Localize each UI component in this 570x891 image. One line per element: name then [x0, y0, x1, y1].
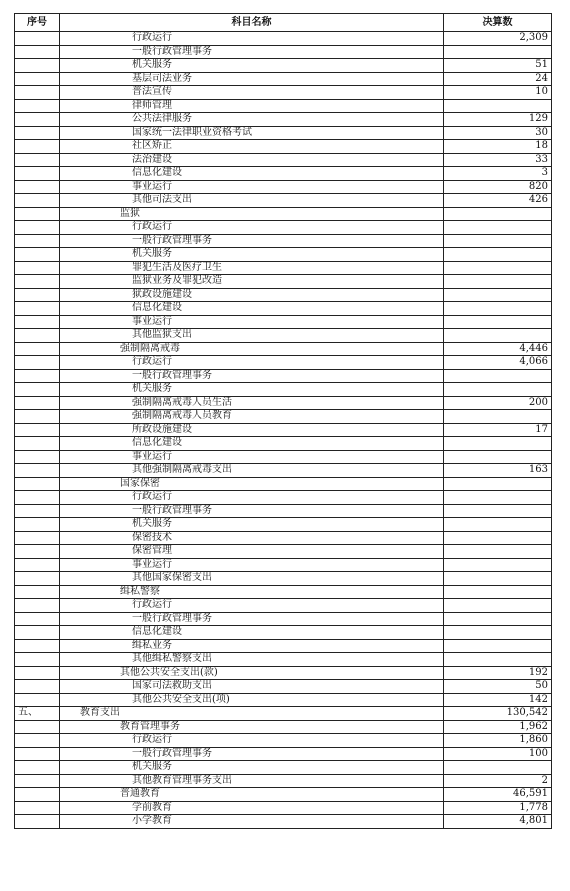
row-seq: [15, 356, 60, 370]
row-seq: [15, 639, 60, 653]
row-final-amount: 18: [444, 140, 552, 154]
row-seq: [15, 342, 60, 356]
final-accounts-table: [14, 13, 552, 829]
row-item-name: 事业运行: [60, 180, 444, 194]
table-row: [15, 477, 552, 491]
row-final-amount: 1,962: [444, 720, 552, 734]
table-row: [15, 369, 552, 383]
table-row: [15, 396, 552, 410]
row-final-amount: [444, 639, 552, 653]
row-final-amount: [444, 45, 552, 59]
row-final-amount: [444, 234, 552, 248]
table-row: [15, 423, 552, 437]
row-item-name: 行政运行: [60, 599, 444, 613]
row-final-amount: [444, 653, 552, 667]
row-final-amount: 129: [444, 113, 552, 127]
table-row: [15, 585, 552, 599]
row-seq: [15, 383, 60, 397]
row-final-amount: [444, 761, 552, 775]
table-row: [15, 572, 552, 586]
table-row: [15, 720, 552, 734]
row-seq: [15, 450, 60, 464]
row-final-amount: 2,309: [444, 32, 552, 46]
row-item-name: 其他监狱支出: [60, 329, 444, 343]
table-row: [15, 32, 552, 46]
row-final-amount: 1,860: [444, 734, 552, 748]
row-final-amount: 51: [444, 59, 552, 73]
row-final-amount: 192: [444, 666, 552, 680]
table-row: [15, 680, 552, 694]
row-final-amount: [444, 572, 552, 586]
row-item-name: 机关服务: [60, 518, 444, 532]
table-row: [15, 410, 552, 424]
row-item-name: 其他教育管理事务支出: [60, 774, 444, 788]
table-row: [15, 261, 552, 275]
row-final-amount: 50: [444, 680, 552, 694]
row-item-name: 信息化建设: [60, 626, 444, 640]
row-seq: [15, 680, 60, 694]
row-item-name: 信息化建设: [60, 437, 444, 451]
row-item-name: 国家保密: [60, 477, 444, 491]
row-seq: [15, 545, 60, 559]
row-final-amount: 4,801: [444, 815, 552, 829]
row-final-amount: [444, 315, 552, 329]
row-final-amount: 4,446: [444, 342, 552, 356]
row-item-name: 行政运行: [60, 221, 444, 235]
row-final-amount: [444, 261, 552, 275]
table-row: [15, 747, 552, 761]
table-row: [15, 153, 552, 167]
table-row: [15, 734, 552, 748]
row-seq: [15, 288, 60, 302]
table-row: [15, 788, 552, 802]
table-row: [15, 72, 552, 86]
row-item-name: 其他公共安全支出(款): [60, 666, 444, 680]
table-row: [15, 666, 552, 680]
row-item-name: 法治建设: [60, 153, 444, 167]
row-seq: [15, 167, 60, 181]
table-row: [15, 126, 552, 140]
row-seq: [15, 653, 60, 667]
table-row: [15, 464, 552, 478]
table-row: [15, 99, 552, 113]
row-item-name: 国家司法救助支出: [60, 680, 444, 694]
table-row: [15, 288, 552, 302]
row-seq: [15, 720, 60, 734]
row-final-amount: [444, 302, 552, 316]
row-item-name: 所政设施建设: [60, 423, 444, 437]
row-item-name: 缉私业务: [60, 639, 444, 653]
row-final-amount: [444, 369, 552, 383]
table-row: [15, 329, 552, 343]
row-final-amount: [444, 558, 552, 572]
row-seq: [15, 248, 60, 262]
row-final-amount: 200: [444, 396, 552, 410]
row-item-name: 信息化建设: [60, 167, 444, 181]
table-row: [15, 693, 552, 707]
table-row: [15, 531, 552, 545]
row-item-name: 行政运行: [60, 356, 444, 370]
row-item-name: 其他司法支出: [60, 194, 444, 208]
row-final-amount: 3: [444, 167, 552, 181]
table-row: [15, 774, 552, 788]
table-row: [15, 707, 552, 721]
table-row: [15, 356, 552, 370]
row-item-name: 社区矫正: [60, 140, 444, 154]
table-row: [15, 599, 552, 613]
row-item-name: 律师管理: [60, 99, 444, 113]
row-item-name: 行政运行: [60, 491, 444, 505]
row-item-name: 机关服务: [60, 761, 444, 775]
row-final-amount: [444, 504, 552, 518]
row-item-name: 公共法律服务: [60, 113, 444, 127]
row-item-name: 其他国家保密支出: [60, 572, 444, 586]
row-final-amount: [444, 626, 552, 640]
row-seq: [15, 410, 60, 424]
row-final-amount: [444, 275, 552, 289]
row-seq: [15, 126, 60, 140]
row-final-amount: [444, 288, 552, 302]
row-item-name: 基层司法业务: [60, 72, 444, 86]
row-seq: [15, 275, 60, 289]
table-row: [15, 207, 552, 221]
table-row: [15, 302, 552, 316]
row-item-name: 一般行政管理事务: [60, 504, 444, 518]
row-final-amount: 2: [444, 774, 552, 788]
row-item-name: 一般行政管理事务: [60, 747, 444, 761]
row-seq: [15, 518, 60, 532]
row-final-amount: [444, 437, 552, 451]
row-final-amount: [444, 383, 552, 397]
row-item-name: 一般行政管理事务: [60, 234, 444, 248]
table-row: [15, 626, 552, 640]
row-item-name: 普法宣传: [60, 86, 444, 100]
table-row: [15, 653, 552, 667]
row-item-name: 机关服务: [60, 248, 444, 262]
row-seq: [15, 531, 60, 545]
row-item-name: 一般行政管理事务: [60, 45, 444, 59]
table-row: [15, 194, 552, 208]
row-item-name: 教育支出: [60, 707, 444, 721]
row-seq: [15, 693, 60, 707]
row-seq: [15, 180, 60, 194]
table-row: [15, 221, 552, 235]
row-final-amount: 163: [444, 464, 552, 478]
row-final-amount: 820: [444, 180, 552, 194]
row-item-name: 普通教育: [60, 788, 444, 802]
row-seq: [15, 153, 60, 167]
table-row: [15, 86, 552, 100]
budget-table-sheet: [14, 13, 551, 829]
row-final-amount: 426: [444, 194, 552, 208]
row-item-name: 缉私警察: [60, 585, 444, 599]
row-final-amount: [444, 99, 552, 113]
table-row: [15, 180, 552, 194]
row-seq: [15, 59, 60, 73]
row-seq: [15, 99, 60, 113]
row-item-name: 国家统一法律职业资格考试: [60, 126, 444, 140]
row-seq: [15, 572, 60, 586]
row-seq: [15, 747, 60, 761]
row-seq: [15, 801, 60, 815]
row-item-name: 事业运行: [60, 450, 444, 464]
row-final-amount: 100: [444, 747, 552, 761]
row-final-amount: 24: [444, 72, 552, 86]
row-seq: [15, 32, 60, 46]
table-row: [15, 45, 552, 59]
table-row: [15, 113, 552, 127]
table-row: [15, 234, 552, 248]
header-final-amount: 决算数: [444, 14, 552, 32]
table-row: [15, 167, 552, 181]
row-seq: [15, 45, 60, 59]
row-final-amount: [444, 531, 552, 545]
row-seq: [15, 788, 60, 802]
row-seq: [15, 558, 60, 572]
row-seq: [15, 72, 60, 86]
table-row: [15, 612, 552, 626]
row-seq: [15, 207, 60, 221]
row-item-name: 事业运行: [60, 558, 444, 572]
row-final-amount: 30: [444, 126, 552, 140]
header-item-name: 科目名称: [60, 14, 444, 32]
row-seq: [15, 491, 60, 505]
row-final-amount: [444, 612, 552, 626]
row-seq: [15, 369, 60, 383]
row-final-amount: 46,591: [444, 788, 552, 802]
row-item-name: 其他强制隔离戒毒支出: [60, 464, 444, 478]
row-seq: [15, 221, 60, 235]
table-row: [15, 383, 552, 397]
row-final-amount: [444, 545, 552, 559]
row-seq: [15, 585, 60, 599]
row-item-name: 行政运行: [60, 734, 444, 748]
row-item-name: 狱政设施建设: [60, 288, 444, 302]
row-seq: [15, 734, 60, 748]
row-final-amount: [444, 585, 552, 599]
row-item-name: 事业运行: [60, 315, 444, 329]
table-body: [15, 32, 552, 829]
row-final-amount: 33: [444, 153, 552, 167]
row-seq: [15, 194, 60, 208]
table-row: [15, 491, 552, 505]
row-item-name: 保密技术: [60, 531, 444, 545]
row-final-amount: [444, 329, 552, 343]
row-seq: [15, 396, 60, 410]
row-seq: [15, 234, 60, 248]
row-seq: [15, 140, 60, 154]
row-seq: [15, 666, 60, 680]
table-row: [15, 545, 552, 559]
header-row: [15, 14, 552, 32]
row-seq: [15, 612, 60, 626]
row-final-amount: [444, 248, 552, 262]
row-final-amount: 1,778: [444, 801, 552, 815]
table-row: [15, 504, 552, 518]
row-item-name: 机关服务: [60, 383, 444, 397]
table-row: [15, 437, 552, 451]
row-seq: [15, 315, 60, 329]
table-row: [15, 815, 552, 829]
table-row: [15, 761, 552, 775]
row-seq: 五、: [15, 707, 60, 721]
table-row: [15, 275, 552, 289]
row-final-amount: [444, 599, 552, 613]
row-final-amount: 130,542: [444, 707, 552, 721]
row-item-name: 保密管理: [60, 545, 444, 559]
row-seq: [15, 464, 60, 478]
row-item-name: 信息化建设: [60, 302, 444, 316]
row-seq: [15, 329, 60, 343]
row-item-name: 监狱: [60, 207, 444, 221]
table-row: [15, 450, 552, 464]
table-row: [15, 59, 552, 73]
row-seq: [15, 113, 60, 127]
table-header: [15, 14, 552, 32]
row-final-amount: 142: [444, 693, 552, 707]
row-final-amount: [444, 221, 552, 235]
row-seq: [15, 302, 60, 316]
row-final-amount: [444, 410, 552, 424]
header-seq: 序号: [15, 14, 60, 32]
row-item-name: 强制隔离戒毒人员生活: [60, 396, 444, 410]
row-item-name: 学前教育: [60, 801, 444, 815]
table-row: [15, 639, 552, 653]
row-item-name: 教育管理事务: [60, 720, 444, 734]
row-item-name: 行政运行: [60, 32, 444, 46]
row-seq: [15, 815, 60, 829]
row-final-amount: [444, 477, 552, 491]
table-row: [15, 248, 552, 262]
row-item-name: 强制隔离戒毒人员教育: [60, 410, 444, 424]
table-row: [15, 558, 552, 572]
row-final-amount: 17: [444, 423, 552, 437]
row-item-name: 一般行政管理事务: [60, 369, 444, 383]
row-final-amount: [444, 491, 552, 505]
row-seq: [15, 761, 60, 775]
row-seq: [15, 477, 60, 491]
row-final-amount: 4,066: [444, 356, 552, 370]
row-final-amount: 10: [444, 86, 552, 100]
table-row: [15, 518, 552, 532]
row-seq: [15, 437, 60, 451]
row-seq: [15, 626, 60, 640]
row-seq: [15, 774, 60, 788]
row-final-amount: [444, 450, 552, 464]
row-seq: [15, 261, 60, 275]
row-item-name: 一般行政管理事务: [60, 612, 444, 626]
row-item-name: 小学教育: [60, 815, 444, 829]
row-seq: [15, 86, 60, 100]
row-item-name: 罪犯生活及医疗卫生: [60, 261, 444, 275]
row-final-amount: [444, 518, 552, 532]
row-item-name: 强制隔离戒毒: [60, 342, 444, 356]
row-item-name: 其他缉私警察支出: [60, 653, 444, 667]
table-row: [15, 801, 552, 815]
row-seq: [15, 423, 60, 437]
table-row: [15, 342, 552, 356]
row-final-amount: [444, 207, 552, 221]
table-row: [15, 315, 552, 329]
table-row: [15, 140, 552, 154]
row-item-name: 机关服务: [60, 59, 444, 73]
row-item-name: 其他公共安全支出(项): [60, 693, 444, 707]
row-item-name: 监狱业务及罪犯改造: [60, 275, 444, 289]
row-seq: [15, 599, 60, 613]
row-seq: [15, 504, 60, 518]
